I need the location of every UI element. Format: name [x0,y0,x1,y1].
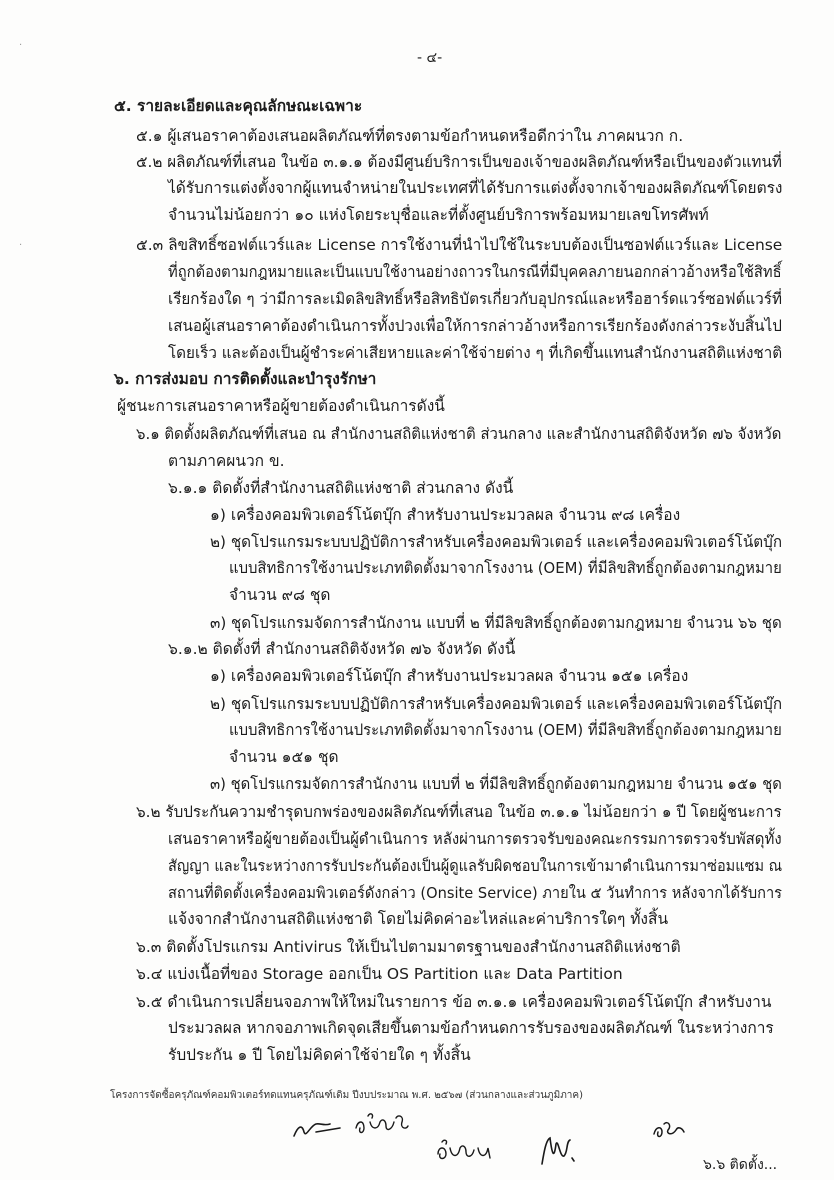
item-5-3-cont: ที่ถูกต้องตามกฎหมายและเป็นแบบใช้งานอย่างถาวรในกรณีที่มีบุคคลภายนอกกล่าวอ้างหรือใช้สิทธิ์ [168,263,782,281]
section-5-heading: ๕. รายละเอียดและคุณลักษณะเฉพาะ [114,97,363,115]
item-6-4: ๖.๔ แบ่งเนื้อที่ของ Storage ออกเป็น OS Partition และ Data Partition [136,965,623,983]
item-5-3-cont: โดยเร็ว และต้องเป็นผู้ชำระค่าเสียหายและค่าใช้จ่ายต่าง ๆ ที่เกิดขึ้นแทนสำนักงานสถิติแห่งชาติ [168,344,783,362]
item-6-5: ๖.๕ ดำเนินการเปลี่ยนจอภาพให้ใหม่ในรายการ ข้อ ๓.๑.๑ เครื่องคอมพิวเตอร์โน้ตบุ๊ก สำหรับงาน [136,993,772,1011]
item-6-2: ๖.๒ รับประกันความชำรุดบกพร่องของผลิตภัณฑ์ที่เสนอ ในข้อ ๓.๑.๑ ไม่น้อยกว่า ๑ ปี โดยผู้ชนะการ [136,803,782,821]
item-6-2-cont: เสนอราคาหรือผู้ขายต้องเป็นผู้ดำเนินการ หลังผ่านการตรวจรับของคณะกรรมการตรวจรับพัสดุทั้ง [168,830,782,848]
list-item: ๑) เครื่องคอมพิวเตอร์โน้ตบุ๊ก สำหรับงานประมวลผล จำนวน ๙๘ เครื่อง [210,506,681,524]
scan-dot: · [19,40,23,51]
item-6-5-cont: รับประกัน ๑ ปี โดยไม่คิดค่าใช้จ่ายใด ๆ ทั้งสิ้น [168,1046,471,1064]
list-item: ๒) ชุดโปรแกรมระบบปฏิบัติการสำหรับเครื่องคอมพิวเตอร์ และเครื่องคอมพิวเตอร์โน้ตบุ๊ก [210,533,783,551]
item-6-1-2: ๖.๑.๒ ติดตั้งที่ สำนักงานสถิติจังหวัด ๗๖ จังหวัด ดังนี้ [168,640,516,658]
item-5-3-cont: เรียกร้องใด ๆ ว่ามีการละเมิดลิขสิทธิ์หรือสิทธิบัตรเกี่ยวกับอุปกรณ์และหรือฮาร์ดแวร์ซอฟต์แวร์ที่ [168,290,783,308]
list-item: ๓) ชุดโปรแกรมจัดการสำนักงาน แบบที่ ๒ ที่มีลิขสิทธิ์ถูกต้องตามกฎหมาย จำนวน ๑๕๑ ชุด [210,775,782,793]
signature-mark-3 [434,1136,496,1166]
list-item-cont: แบบสิทธิการใช้งานประเภทติดตั้งมาจากโรงงาน (OEM) ที่มีลิขสิทธิ์ถูกต้องตามกฎหมาย [229,721,782,739]
item-6-5-cont: ประมวลผล หากจอภาพเกิดจุดเสียขึ้นตามข้อกำหนดการรับรองของผลิตภัณฑ์ ในระหว่างการ [168,1019,774,1037]
item-6-1-cont: ตามภาคผนวก ข. [168,452,285,470]
item-5-2-cont: จำนวนไม่น้อยกว่า ๑๐ แห่งโดยระบุชื่อและที่ตั้งศูนย์บริการพร้อมหมายเลขโทรศัพท์ [168,206,709,224]
list-item: ๑) เครื่องคอมพิวเตอร์โน้ตบุ๊ก สำหรับงานประมวลผล จำนวน ๑๕๑ เครื่อง [210,667,689,685]
item-5-2-cont: ได้รับการแต่งตั้งจากผู้แทนจำหน่ายในประเทศที่ได้รับการแต่งตั้งจากเจ้าของผลิตภัณฑ์โดยตรง [168,179,783,197]
item-5-1: ๕.๑ ผู้เสนอราคาต้องเสนอผลิตภัณฑ์ที่ตรงตามข้อกำหนดหรือดีกว่าใน ภาคผนวก ก. [136,127,684,145]
continuation-text: ๖.๖ ติดตั้ง... [703,1157,778,1173]
signature-mark-4 [536,1128,580,1174]
document-footer: โครงการจัดซื้อครุภัณฑ์คอมพิวเตอร์ทดแทนครุภัณฑ์เดิม ปีงบประมาณ พ.ศ. ๒๕๖๗ (ส่วนกลางและส่วนภูมิภาค) [110,1090,584,1101]
item-5-3: ๕.๓ ลิขสิทธิ์ซอฟต์แวร์และ License การใช้งานที่นำไปใช้ในระบบต้องเป็นซอฟต์แวร์และ License [136,236,783,254]
scan-dot: · [19,240,23,251]
list-item: ๒) ชุดโปรแกรมระบบปฏิบัติการสำหรับเครื่องคอมพิวเตอร์ และเครื่องคอมพิวเตอร์โน้ตบุ๊ก [210,695,783,713]
section-6-intro: ผู้ชนะการเสนอราคาหรือผู้ขายต้องดำเนินการดังนี้ [117,397,445,415]
item-6-1-1: ๖.๑.๑ ติดตั้งที่สำนักงานสถิติแห่งชาติ ส่วนกลาง ดังนี้ [168,479,514,497]
list-item-cont: แบบสิทธิการใช้งานประเภทติดตั้งมาจากโรงงาน (OEM) ที่มีลิขสิทธิ์ถูกต้องตามกฎหมาย [229,559,782,577]
section-6-heading: ๖. การส่งมอบ การติดตั้งและบำรุงรักษา [114,370,377,388]
item-5-2: ๕.๒ ผลิตภัณฑ์ที่เสนอ ในข้อ ๓.๑.๑ ต้องมีศูนย์บริการเป็นของเจ้าของผลิตภัณฑ์หรือเป็นของตัวแทนที่ [136,153,782,171]
item-6-2-cont: แจ้งจากสำนักงานสถิติแห่งชาติ โดยไม่คิดค่าอะไหล่และค่าบริการใดๆ ทั้งสิ้น [168,910,669,928]
item-6-1: ๖.๑ ติดตั้งผลิตภัณฑ์ที่เสนอ ณ สำนักงานสถิติแห่งชาติ ส่วนกลาง และสำนักงานสถิติจังหวัด ๗๖ จังหวัด [136,425,782,443]
list-item-cont: จำนวน ๑๕๑ ชุด [229,748,339,766]
item-5-3-cont: เสนอผู้เสนอราคาต้องดำเนินการทั้งปวงเพื่อให้การกล่าวอ้างหรือการเรียกร้องดังกล่าวระงับสิ้นไป [168,317,782,335]
item-6-2-cont: สัญญา และในระหว่างการรับประกันต้องเป็นผู้ดูแลรับผิดชอบในการเข้ามาดำเนินการมาซ่อมแซม ณ [168,857,783,875]
list-item-cont: จำนวน ๙๘ ชุด [229,586,331,604]
page-number: - ๔- [417,50,443,66]
signature-mark-2 [352,1108,412,1140]
list-item: ๓) ชุดโปรแกรมจัดการสำนักงาน แบบที่ ๒ ที่มีลิขสิทธิ์ถูกต้องตามกฎหมาย จำนวน ๖๖ ชุด [210,614,782,632]
signature-mark-5 [650,1118,690,1144]
signature-mark-1 [290,1114,350,1144]
item-6-2-cont: สถานที่ติดตั้งเครื่องคอมพิวเตอร์ดังกล่าว (Onsite Service) ภายใน ๕ วันทำการ หลังจากได้รับการ [168,884,783,902]
item-6-3: ๖.๓ ติดตั้งโปรแกรม Antivirus ให้เป็นไปตามมาตรฐานของสำนักงานสถิติแห่งชาติ [136,938,681,956]
